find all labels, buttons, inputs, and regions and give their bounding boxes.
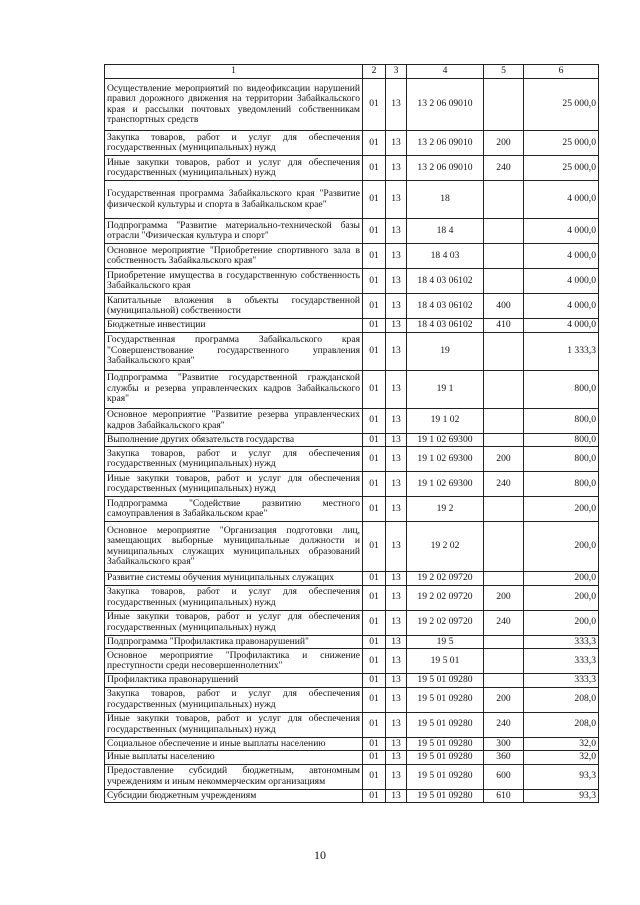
row-section-cell: 01 [363, 433, 386, 447]
row-name-cell: Закупка товаров, работ и услуг для обеспечения государственных (муниципальных) нужд [105, 131, 363, 156]
header-col-6: 6 [524, 65, 599, 79]
row-subsection-cell: 13 [386, 751, 407, 765]
row-sum-cell: 208,0 [524, 687, 599, 712]
row-expense-type-cell [484, 332, 524, 370]
row-subsection-cell: 13 [386, 687, 407, 712]
row-name-cell: Подпрограмма "Развитие материально-технической базы отрасли "Физическая культура и спорт" [105, 219, 363, 244]
row-target-article-cell: 13 2 06 09010 [407, 131, 484, 156]
row-expense-type-cell [484, 219, 524, 244]
row-subsection-cell: 13 [386, 332, 407, 370]
row-expense-type-cell: 200 [484, 447, 524, 472]
table-row [105, 674, 599, 688]
row-name-cell: Предоставление субсидий бюджетным, автономным учреждениям и иным некоммерческим организациям [105, 764, 363, 789]
row-expense-type-cell: 200 [484, 585, 524, 610]
row-section-cell: 01 [363, 319, 386, 333]
table-row [105, 610, 599, 635]
table-row [105, 433, 599, 447]
page-number: 10 [314, 848, 326, 862]
row-expense-type-cell: 300 [484, 737, 524, 751]
row-section-cell: 01 [363, 635, 386, 649]
row-expense-type-cell: 240 [484, 610, 524, 635]
table-row [105, 319, 599, 333]
header-col-4: 4 [407, 65, 484, 79]
budget-table [104, 64, 599, 803]
table-body [105, 79, 599, 803]
row-name-cell: Подпрограмма "Профилактика правонарушений" [105, 635, 363, 649]
row-name-cell: Закупка товаров, работ и услуг для обеспечения государственных (муниципальных) нужд [105, 447, 363, 472]
row-section-cell: 01 [363, 687, 386, 712]
table-row [105, 447, 599, 472]
table-row [105, 572, 599, 586]
row-target-article-cell: 19 5 01 09280 [407, 687, 484, 712]
row-target-article-cell: 19 [407, 332, 484, 370]
row-sum-cell: 800,0 [524, 472, 599, 497]
row-expense-type-cell: 600 [484, 764, 524, 789]
row-name-cell: Социальное обеспечение и иные выплаты населению [105, 737, 363, 751]
row-expense-type-cell: 240 [484, 472, 524, 497]
row-expense-type-cell [484, 79, 524, 131]
row-sum-cell: 32,0 [524, 751, 599, 765]
row-expense-type-cell [484, 181, 524, 219]
row-expense-type-cell: 200 [484, 687, 524, 712]
row-expense-type-cell: 360 [484, 751, 524, 765]
row-section-cell: 01 [363, 737, 386, 751]
row-expense-type-cell: 400 [484, 294, 524, 319]
row-section-cell: 01 [363, 674, 386, 688]
row-sum-cell: 25 000,0 [524, 79, 599, 131]
row-target-article-cell: 18 4 03 06102 [407, 319, 484, 333]
row-subsection-cell: 13 [386, 79, 407, 131]
row-target-article-cell: 19 5 01 09280 [407, 712, 484, 737]
table-row [105, 687, 599, 712]
row-section-cell: 01 [363, 764, 386, 789]
row-name-cell: Выполнение других обязательств государства [105, 433, 363, 447]
row-section-cell: 01 [363, 244, 386, 269]
row-section-cell: 01 [363, 447, 386, 472]
row-expense-type-cell [484, 522, 524, 572]
table-row [105, 156, 599, 181]
row-subsection-cell: 13 [386, 764, 407, 789]
row-section-cell: 01 [363, 79, 386, 131]
row-target-article-cell: 19 1 02 69300 [407, 447, 484, 472]
row-name-cell: Государственная программа Забайкальского края "Развитие физической культуры и спорта в Забайкальском крае" [105, 181, 363, 219]
table-row [105, 751, 599, 765]
row-subsection-cell: 13 [386, 789, 407, 803]
row-sum-cell: 93,3 [524, 789, 599, 803]
row-section-cell: 01 [363, 789, 386, 803]
row-target-article-cell: 19 5 01 09280 [407, 764, 484, 789]
row-sum-cell: 200,0 [524, 610, 599, 635]
table-row [105, 332, 599, 370]
row-target-article-cell: 13 2 06 09010 [407, 156, 484, 181]
row-subsection-cell: 13 [386, 635, 407, 649]
row-target-article-cell: 19 2 02 [407, 522, 484, 572]
row-name-cell: Основное мероприятие "Развитие резерва управленческих кадров Забайкальского края" [105, 408, 363, 433]
row-subsection-cell: 13 [386, 585, 407, 610]
row-sum-cell: 200,0 [524, 572, 599, 586]
row-subsection-cell: 13 [386, 572, 407, 586]
row-sum-cell: 208,0 [524, 712, 599, 737]
row-target-article-cell: 19 2 02 09720 [407, 610, 484, 635]
row-section-cell: 01 [363, 294, 386, 319]
table-row [105, 181, 599, 219]
row-name-cell: Основное мероприятие "Приобретение спортивного зала в собственность Забайкальского края" [105, 244, 363, 269]
row-expense-type-cell: 610 [484, 789, 524, 803]
row-subsection-cell: 13 [386, 433, 407, 447]
header-col-2: 2 [363, 65, 386, 79]
row-subsection-cell: 13 [386, 244, 407, 269]
row-name-cell: Закупка товаров, работ и услуг для обеспечения государственных (муниципальных) нужд [105, 687, 363, 712]
row-subsection-cell: 13 [386, 131, 407, 156]
row-expense-type-cell [484, 408, 524, 433]
row-sum-cell: 333,3 [524, 674, 599, 688]
row-subsection-cell: 13 [386, 737, 407, 751]
table-row [105, 408, 599, 433]
row-name-cell: Осуществление мероприятий по видеофиксации нарушений правил дорожного движения на территории Забайкальского края и рассылки почтовых уведомлений собственникам транспортных средств [105, 79, 363, 131]
table-row [105, 789, 599, 803]
row-expense-type-cell: 240 [484, 712, 524, 737]
row-name-cell: Профилактика правонарушений [105, 674, 363, 688]
header-col-3: 3 [386, 65, 407, 79]
row-subsection-cell: 13 [386, 370, 407, 408]
row-sum-cell: 32,0 [524, 737, 599, 751]
row-subsection-cell: 13 [386, 319, 407, 333]
row-name-cell: Подпрограмма "Развитие государственной гражданской службы и резерва управленческих кадров Забайкальского края" [105, 370, 363, 408]
row-expense-type-cell: 200 [484, 131, 524, 156]
row-sum-cell: 4 000,0 [524, 219, 599, 244]
row-sum-cell: 93,3 [524, 764, 599, 789]
row-subsection-cell: 13 [386, 674, 407, 688]
table-row [105, 522, 599, 572]
row-target-article-cell: 19 1 02 [407, 408, 484, 433]
row-expense-type-cell [484, 269, 524, 294]
row-expense-type-cell [484, 635, 524, 649]
row-name-cell: Капитальные вложения в объекты государственной (муниципальной) собственности [105, 294, 363, 319]
table-row [105, 497, 599, 522]
header-row [105, 65, 599, 79]
table-row [105, 737, 599, 751]
row-sum-cell: 4 000,0 [524, 181, 599, 219]
row-section-cell: 01 [363, 131, 386, 156]
row-sum-cell: 1 333,3 [524, 332, 599, 370]
row-subsection-cell: 13 [386, 181, 407, 219]
row-section-cell: 01 [363, 332, 386, 370]
table-row [105, 294, 599, 319]
row-section-cell: 01 [363, 370, 386, 408]
row-name-cell: Основное мероприятие "Профилактика и снижение преступности среди несовершеннолетних" [105, 649, 363, 674]
row-section-cell: 01 [363, 472, 386, 497]
row-sum-cell: 4 000,0 [524, 269, 599, 294]
row-name-cell: Иные закупки товаров, работ и услуг для обеспечения государственных (муниципальных) нужд [105, 156, 363, 181]
row-expense-type-cell [484, 244, 524, 269]
row-sum-cell: 4 000,0 [524, 244, 599, 269]
row-target-article-cell: 13 2 06 09010 [407, 79, 484, 131]
row-subsection-cell: 13 [386, 472, 407, 497]
row-target-article-cell: 18 [407, 181, 484, 219]
row-subsection-cell: 13 [386, 610, 407, 635]
row-expense-type-cell [484, 497, 524, 522]
row-name-cell: Иные закупки товаров, работ и услуг для обеспечения государственных (муниципальных) нужд [105, 472, 363, 497]
row-target-article-cell: 19 5 01 [407, 649, 484, 674]
row-subsection-cell: 13 [386, 497, 407, 522]
row-name-cell: Закупка товаров, работ и услуг для обеспечения государственных (муниципальных) нужд [105, 585, 363, 610]
header-col-1: 1 [105, 65, 363, 79]
row-name-cell: Подпрограмма "Содействие развитию местного самоуправления в Забайкальском крае" [105, 497, 363, 522]
row-subsection-cell: 13 [386, 156, 407, 181]
row-name-cell: Основное мероприятие "Организация подготовки лиц, замещающих выборные муниципальные должности и муниципальных служащих муниципальных образований Забайкальского края" [105, 522, 363, 572]
row-section-cell: 01 [363, 408, 386, 433]
row-section-cell: 01 [363, 712, 386, 737]
table-row [105, 370, 599, 408]
row-name-cell: Приобретение имущества в государственную собственность Забайкальского края [105, 269, 363, 294]
table-row [105, 79, 599, 131]
row-expense-type-cell: 240 [484, 156, 524, 181]
row-sum-cell: 200,0 [524, 522, 599, 572]
row-target-article-cell: 19 1 02 69300 [407, 433, 484, 447]
row-target-article-cell: 18 4 03 06102 [407, 294, 484, 319]
row-section-cell: 01 [363, 751, 386, 765]
row-target-article-cell: 19 1 [407, 370, 484, 408]
row-section-cell: 01 [363, 181, 386, 219]
row-name-cell: Иные закупки товаров, работ и услуг для обеспечения государственных (муниципальных) нужд [105, 712, 363, 737]
row-sum-cell: 333,3 [524, 649, 599, 674]
row-section-cell: 01 [363, 649, 386, 674]
row-expense-type-cell: 410 [484, 319, 524, 333]
row-target-article-cell: 19 1 02 69300 [407, 472, 484, 497]
row-target-article-cell: 19 5 [407, 635, 484, 649]
row-sum-cell: 333,3 [524, 635, 599, 649]
row-section-cell: 01 [363, 156, 386, 181]
table-row [105, 219, 599, 244]
row-sum-cell: 4 000,0 [524, 294, 599, 319]
row-target-article-cell: 18 4 03 [407, 244, 484, 269]
row-name-cell: Развитие системы обучения муниципальных служащих [105, 572, 363, 586]
row-sum-cell: 25 000,0 [524, 156, 599, 181]
row-sum-cell: 200,0 [524, 497, 599, 522]
row-target-article-cell: 19 5 01 09280 [407, 789, 484, 803]
table-row [105, 244, 599, 269]
row-target-article-cell: 19 5 01 09280 [407, 737, 484, 751]
row-target-article-cell: 19 2 02 09720 [407, 585, 484, 610]
row-section-cell: 01 [363, 585, 386, 610]
row-subsection-cell: 13 [386, 408, 407, 433]
table-row [105, 635, 599, 649]
table-row [105, 585, 599, 610]
row-target-article-cell: 19 5 01 09280 [407, 751, 484, 765]
row-subsection-cell: 13 [386, 447, 407, 472]
row-sum-cell: 800,0 [524, 433, 599, 447]
table-row [105, 764, 599, 789]
row-subsection-cell: 13 [386, 269, 407, 294]
table-row [105, 131, 599, 156]
row-target-article-cell: 19 5 01 09280 [407, 674, 484, 688]
row-section-cell: 01 [363, 610, 386, 635]
row-name-cell: Иные выплаты населению [105, 751, 363, 765]
row-subsection-cell: 13 [386, 219, 407, 244]
row-name-cell: Государственная программа Забайкальского края "Совершенствование государственного управления Забайкальского края" [105, 332, 363, 370]
row-name-cell: Субсидии бюджетным учреждениям [105, 789, 363, 803]
table-row [105, 712, 599, 737]
row-section-cell: 01 [363, 497, 386, 522]
row-expense-type-cell [484, 370, 524, 408]
row-sum-cell: 25 000,0 [524, 131, 599, 156]
row-subsection-cell: 13 [386, 522, 407, 572]
header-col-5: 5 [484, 65, 524, 79]
row-section-cell: 01 [363, 572, 386, 586]
row-section-cell: 01 [363, 522, 386, 572]
row-target-article-cell: 19 2 02 09720 [407, 572, 484, 586]
row-target-article-cell: 19 2 [407, 497, 484, 522]
row-subsection-cell: 13 [386, 294, 407, 319]
row-target-article-cell: 18 4 03 06102 [407, 269, 484, 294]
row-expense-type-cell [484, 674, 524, 688]
row-expense-type-cell [484, 572, 524, 586]
table-row [105, 649, 599, 674]
row-sum-cell: 800,0 [524, 408, 599, 433]
row-target-article-cell: 18 4 [407, 219, 484, 244]
row-expense-type-cell [484, 649, 524, 674]
row-sum-cell: 800,0 [524, 447, 599, 472]
row-subsection-cell: 13 [386, 649, 407, 674]
row-expense-type-cell [484, 433, 524, 447]
row-name-cell: Иные закупки товаров, работ и услуг для обеспечения государственных (муниципальных) нужд [105, 610, 363, 635]
table-row [105, 269, 599, 294]
row-sum-cell: 200,0 [524, 585, 599, 610]
row-section-cell: 01 [363, 219, 386, 244]
row-sum-cell: 800,0 [524, 370, 599, 408]
row-section-cell: 01 [363, 269, 386, 294]
row-sum-cell: 4 000,0 [524, 319, 599, 333]
table-row [105, 472, 599, 497]
row-subsection-cell: 13 [386, 712, 407, 737]
row-name-cell: Бюджетные инвестиции [105, 319, 363, 333]
